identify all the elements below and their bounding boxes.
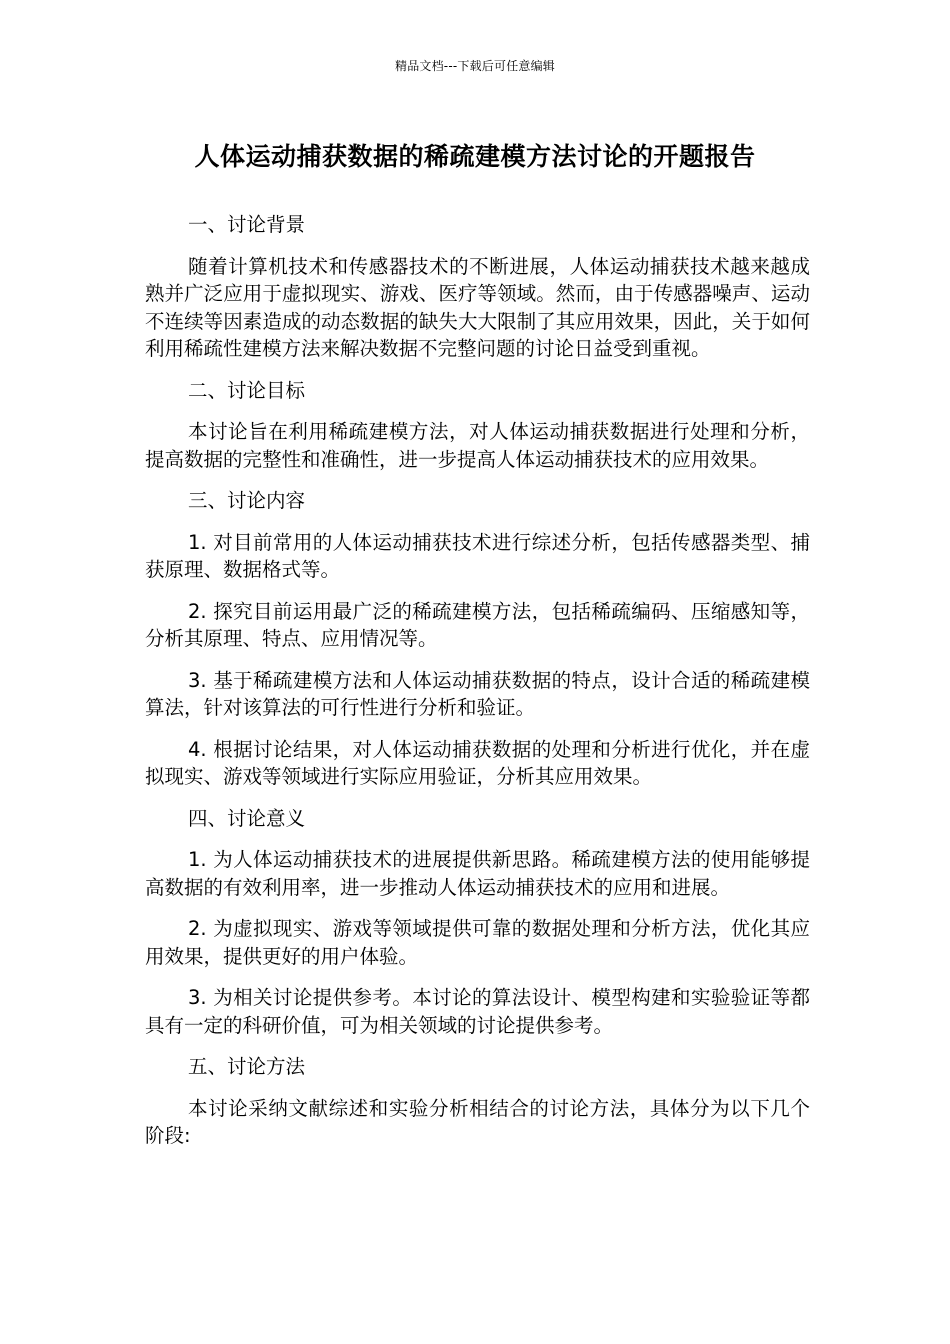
section-heading-goals: 二、讨论目标 bbox=[188, 378, 306, 402]
section-heading-content: 三、讨论内容 bbox=[188, 489, 306, 512]
section-heading-significance: 四、讨论意义 bbox=[188, 806, 306, 830]
content-item: 3. 基于稀疏建模方法和人体运动捕获数据的特点，设计合适的稀疏建模算法，针对该算法的可行性进行分析和验证。 bbox=[145, 668, 810, 719]
significance-item: 3. 为相关讨论提供参考。本讨论的算法设计、模型构建和实验验证等都具有一定的科研价值，可为相关领域的讨论提供参考。 bbox=[145, 986, 810, 1037]
goals-paragraph: 本讨论旨在利用稀疏建模方法，对人体运动捕获数据进行处理和分析，提高数据的完整性和准确性，进一步提高人体运动捕获技术的应用效果。 bbox=[145, 420, 810, 471]
methods-paragraph: 本讨论采纳文献综述和实验分析相结合的讨论方法，具体分为以下几个阶段: bbox=[145, 1096, 810, 1147]
document-title: 人体运动捕获数据的稀疏建模方法讨论的开题报告 bbox=[194, 142, 756, 171]
section-heading-methods: 五、讨论方法 bbox=[188, 1055, 306, 1078]
background-paragraph: 随着计算机技术和传感器技术的不断进展，人体运动捕获技术越来越成熟并广泛应用于虚拟现实、游戏、医疗等领域。然而，由于传感器噪声、运动不连续等因素造成的动态数据的缺失大大限制了其应用效果，因此，关于如何利用稀疏性建模方法来解决数据不完整问题的讨论日益受到重视。 bbox=[145, 254, 810, 360]
section-heading-background: 一、讨论背景 bbox=[188, 213, 306, 236]
content-item: 1. 对目前常用的人体运动捕获技术进行综述分析，包括传感器类型、捕获原理、数据格式等。 bbox=[145, 530, 810, 581]
content-item: 2. 探究目前运用最广泛的稀疏建模方法，包括稀疏编码、压缩感知等，分析其原理、特点、应用情况等。 bbox=[145, 599, 810, 650]
significance-item: 2. 为虚拟现实、游戏等领域提供可靠的数据处理和分析方法，优化其应用效果，提供更好的用户体验。 bbox=[145, 917, 810, 968]
header-note: 精品文档---下载后可任意编辑 bbox=[395, 59, 555, 73]
document-body bbox=[145, 211, 810, 1164]
content-item: 4. 根据讨论结果，对人体运动捕获数据的处理和分析进行优化，并在虚拟现实、游戏等领域进行实际应用验证，分析其应用效果。 bbox=[145, 737, 810, 788]
significance-item: 1. 为人体运动捕获技术的进展提供新思路。稀疏建模方法的使用能够提高数据的有效利用率，进一步推动人体运动捕获技术的应用和进展。 bbox=[145, 848, 810, 899]
